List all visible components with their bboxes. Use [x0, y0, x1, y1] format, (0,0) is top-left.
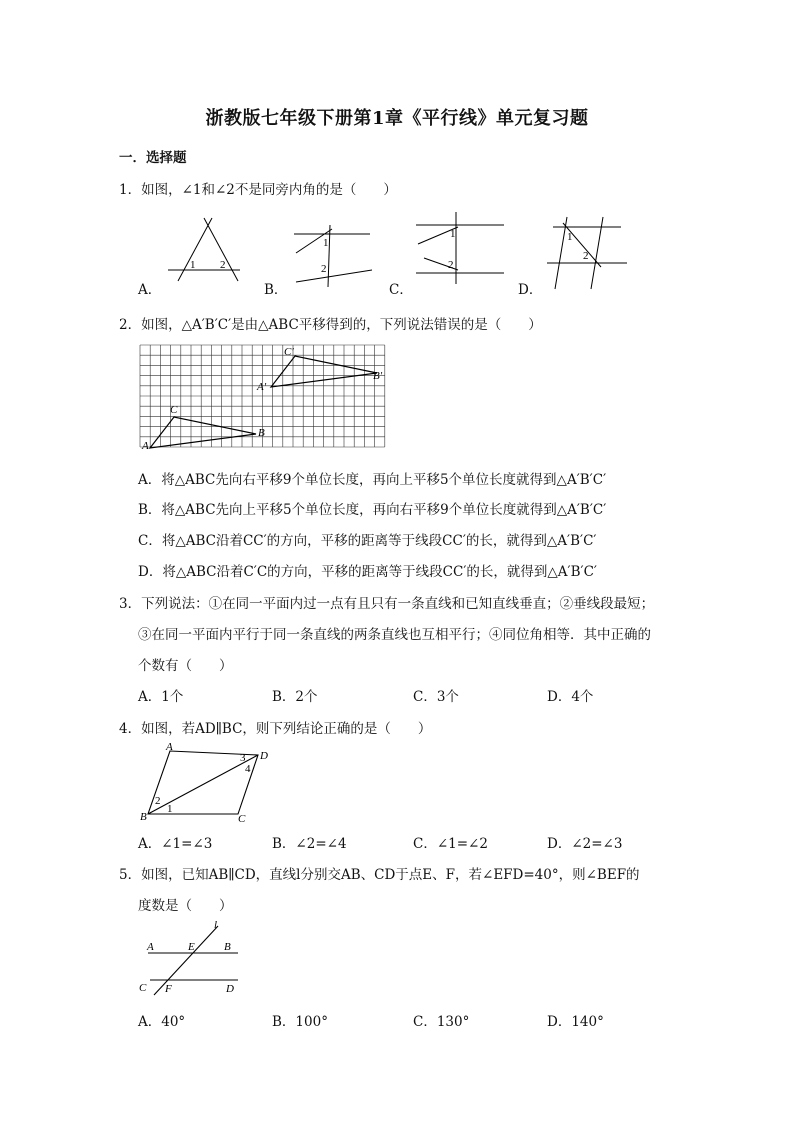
q1-figure-c — [412, 210, 507, 285]
q3-option-b: B．2个 — [272, 689, 318, 705]
q1d-label-1: 1 — [567, 231, 573, 243]
q2-label-a-prime: A′ — [257, 381, 267, 393]
q4-parallelogram-figure — [138, 741, 273, 825]
q1a-label-2: 2 — [220, 259, 226, 271]
q5-label-f: F — [165, 983, 172, 995]
q4-option-c: C．∠1=∠2 — [413, 836, 488, 852]
q2-option-b: B．将△ABC先向上平移5个单位长度，再向右平移9个单位长度就得到△A′B′C′ — [138, 502, 607, 518]
q2-option-a: A．将△ABC先向右平移9个单位长度，再向上平移5个单位长度就得到△A′B′C′ — [138, 472, 607, 488]
q5-option-c: C．130° — [413, 1014, 470, 1030]
q4-label-3: 3 — [240, 752, 246, 764]
q5-option-b: B．100° — [272, 1014, 328, 1030]
q1b-label-1: 1 — [323, 237, 329, 249]
q3-option-c: C．3个 — [413, 689, 459, 705]
q5-label-d: D — [226, 983, 234, 995]
q2-triangle-abc — [150, 417, 256, 448]
q5-label-l: l — [214, 919, 218, 931]
page-title: 浙教版七年级下册第1章《平行线》单元复习题 — [205, 108, 589, 129]
q5-label-c: C — [139, 982, 147, 994]
q4-label-4: 4 — [245, 763, 251, 775]
q1-stem: 1．如图，∠1和∠2不是同旁内角的是（ ） — [119, 182, 397, 198]
q1-option-b: B． — [264, 282, 288, 298]
q4-label-d: D — [260, 750, 268, 762]
q2-grid-figure — [140, 345, 386, 452]
q5-option-d: D．140° — [547, 1014, 604, 1030]
q1-figure-a — [160, 213, 250, 293]
q1-option-a: A． — [138, 282, 162, 298]
q2-label-b-prime: B′ — [373, 370, 383, 382]
section-heading: 一．选择题 — [119, 150, 187, 166]
q1-option-c: C． — [389, 282, 413, 298]
q3-option-d: D．4个 — [547, 689, 594, 705]
q2-stem: 2．如图，△A′B′C′是由△ABC平移得到的，下列说法错误的是（ ） — [119, 317, 542, 333]
q4-label-c: C — [238, 813, 246, 825]
q2-label-c-prime: C′ — [284, 346, 294, 358]
q5-label-b: B — [224, 941, 231, 953]
q5-label-a: A — [147, 941, 154, 953]
q1a-label-1: 1 — [190, 259, 196, 271]
q4-label-1: 1 — [167, 803, 173, 815]
q1b-label-2: 2 — [321, 263, 327, 275]
q4-option-a: A．∠1=∠3 — [138, 836, 213, 852]
q1-figure-d — [543, 213, 633, 291]
q3-stem-line-2: ③在同一平面内平行于同一条直线的两条直线也互相平行；④同位角相等．其中正确的 — [138, 627, 651, 643]
q2-option-d: D．将△ABC沿着C′C的方向，平移的距离等于线段CC′的长，就得到△A′B′C′ — [138, 564, 597, 580]
q3-stem-line-1: 3．下列说法：①在同一平面内过一点有且只有一条直线和已知直线垂直；②垂线段最短； — [119, 596, 655, 612]
q1d-label-2: 2 — [583, 250, 589, 262]
q4-option-d: D．∠2=∠3 — [547, 836, 623, 852]
q3-stem-line-3: 个数有（ ） — [138, 658, 233, 674]
q2-triangle-a2b2c2 — [271, 356, 377, 387]
q2-label-b: B — [258, 427, 265, 439]
q4-stem: 4．如图，若AD∥BC，则下列结论正确的是（ ） — [119, 721, 432, 737]
q2-label-a: A — [142, 440, 149, 452]
q1c-label-1: 1 — [450, 228, 456, 240]
q4-label-2: 2 — [155, 795, 161, 807]
q4-option-b: B．∠2=∠4 — [272, 836, 347, 852]
q4-label-b: B — [140, 811, 147, 823]
q5-label-e: E — [188, 941, 195, 953]
q5-stem-line-1: 5．如图，已知AB∥CD，直线l分别交AB、CD于点E、F，若∠EFD=40°，则∠BEF的 — [119, 867, 640, 883]
q5-stem-line-2: 度数是（ ） — [138, 898, 233, 914]
q1-option-d: D． — [518, 282, 543, 298]
q2-label-c: C — [170, 404, 178, 416]
q4-label-a: A — [166, 741, 173, 753]
q3-option-a: A．1个 — [138, 689, 184, 705]
q1c-label-2: 2 — [448, 259, 454, 271]
q5-option-a: A．40° — [138, 1014, 186, 1030]
q1-figure-b — [290, 215, 380, 290]
q2-option-c: C．将△ABC沿着CC′的方向，平移的距离等于线段CC′的长，就得到△A′B′C′ — [138, 533, 597, 549]
q5-parallel-lines-figure — [138, 918, 248, 998]
